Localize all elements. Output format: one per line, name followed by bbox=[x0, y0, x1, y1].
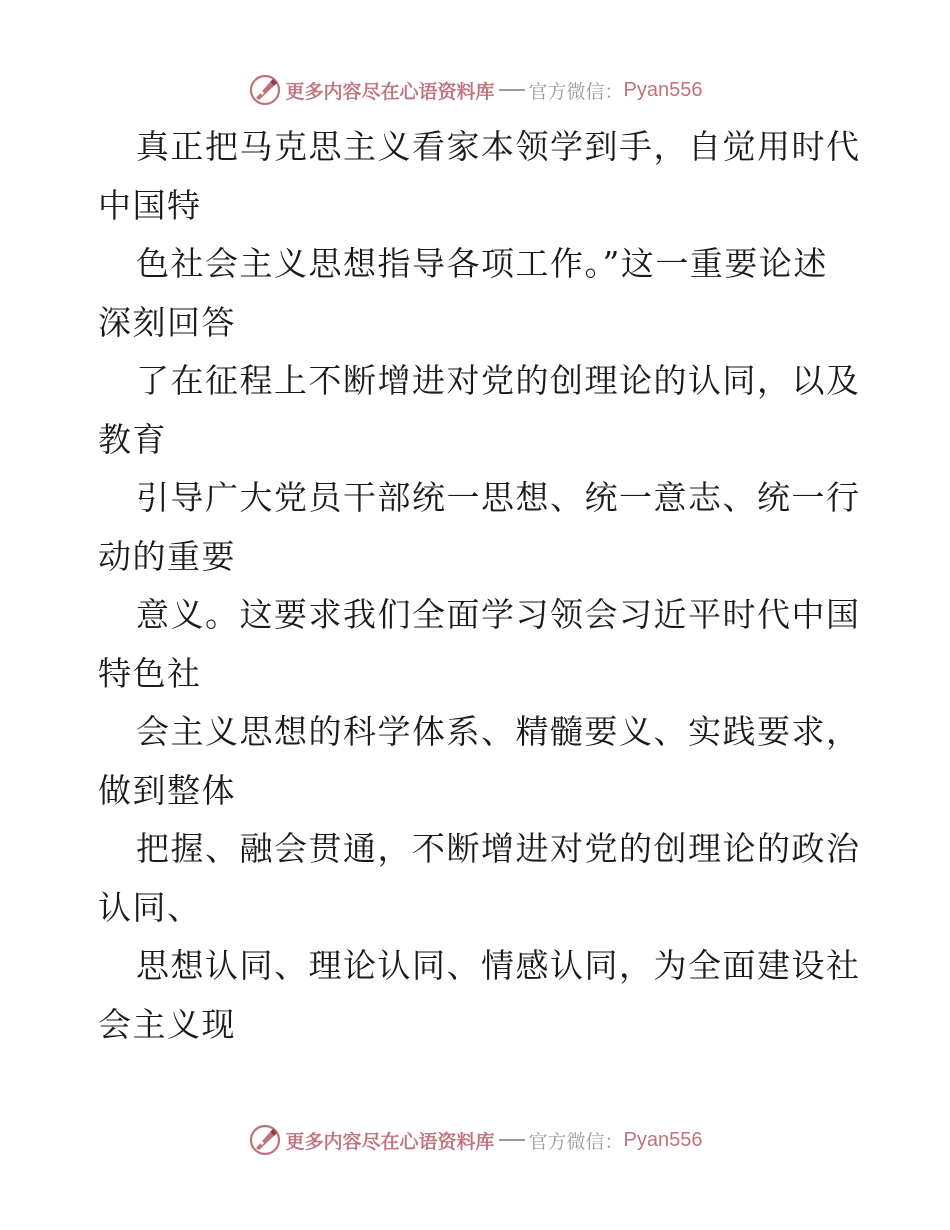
body-line: 特色社 bbox=[98, 653, 202, 693]
header-banner bbox=[0, 70, 950, 110]
pen-nib-logo-icon bbox=[248, 1123, 282, 1157]
footer-wechat-label: 官方微信： bbox=[528, 1130, 624, 1153]
footer-promo-text: 更多内容尽在心语资料库 bbox=[285, 1130, 495, 1153]
header-promo-text: 更多内容尽在心语资料库 bbox=[285, 80, 495, 103]
body-line: 会主义现 bbox=[98, 1004, 236, 1044]
header-wechat-id: Pyan556 bbox=[623, 78, 703, 101]
body-line: 中国特 bbox=[98, 185, 202, 225]
header-wechat-label: 官方微信： bbox=[528, 80, 624, 103]
pen-nib-logo-icon bbox=[248, 73, 282, 107]
body-line: 思想认同、理论认同、情感认同，为全面建设社 bbox=[136, 946, 861, 985]
body-line: 教育 bbox=[98, 419, 167, 459]
body-line: 把握、融会贯通，不断增进对党的创理论的政治 bbox=[136, 829, 861, 868]
footer-separator bbox=[499, 1139, 525, 1141]
body-line: 做到整体 bbox=[98, 770, 236, 810]
footer-banner bbox=[0, 1120, 950, 1160]
body-line: 真正把马克思主义看家本领学到手，自觉用时代 bbox=[136, 127, 861, 166]
body-line: 动的重要 bbox=[98, 536, 236, 576]
body-line: 意义。这要求我们全面学习领会习近平时代中国 bbox=[136, 595, 861, 634]
body-line: 会主义思想的科学体系、精髓要义、实践要求， bbox=[136, 712, 861, 751]
body-line: 引导广大党员干部统一思想、统一意志、统一行 bbox=[136, 478, 861, 517]
body-line: 色社会主义思想指导各项工作。”这一重要论述 bbox=[136, 244, 828, 283]
body-line: 深刻回答 bbox=[98, 302, 236, 342]
document-body bbox=[98, 118, 861, 1054]
body-line: 了在征程上不断增进对党的创理论的认同，以及 bbox=[136, 361, 861, 400]
footer-wechat-id: Pyan556 bbox=[623, 1128, 703, 1151]
header-separator bbox=[499, 89, 525, 91]
body-line: 认同、 bbox=[98, 887, 202, 927]
